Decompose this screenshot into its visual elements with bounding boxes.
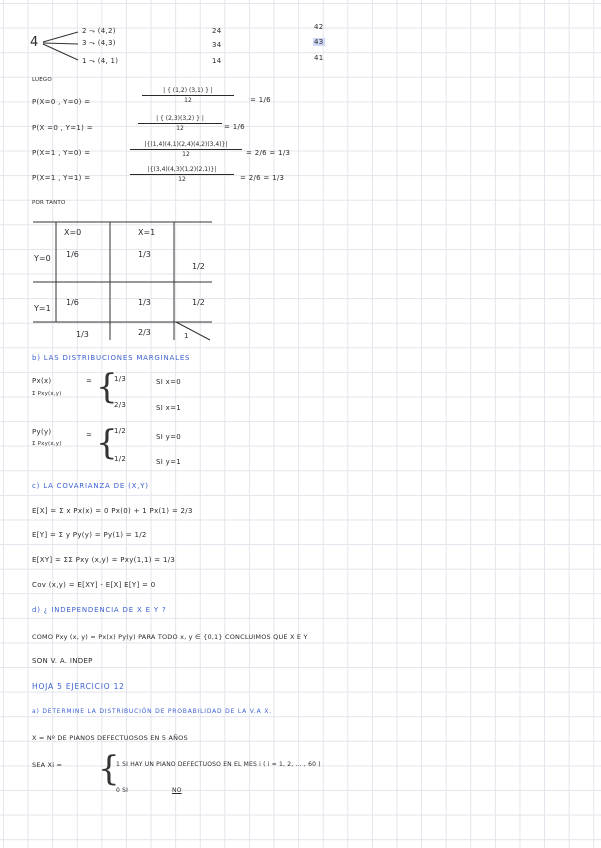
prob-3-lhs: P(X=1 , Y=0) =: [32, 149, 91, 157]
prob-1-lhs: P(X=0 , Y=0) =: [32, 98, 91, 106]
tree-root: 4: [30, 35, 39, 50]
prob-4-den: 12: [178, 176, 186, 183]
xi-brace: {: [98, 749, 120, 789]
prob-2-den: 12: [176, 125, 184, 132]
prob-2-lhs: P(X =0 , Y=1) =: [32, 124, 93, 132]
part-b-title: b) LAS DISTRIBUCIONES MARGINALES: [32, 354, 191, 362]
px-brace: {: [96, 367, 118, 407]
tree-branch-label-2: 3 ⤳ (4,3): [82, 39, 116, 47]
py-brace: {: [96, 423, 118, 463]
tree-mid-2: 34: [212, 41, 222, 49]
py-lhs-1: Py(y): [32, 428, 52, 436]
prob-1-res: = 1/6: [250, 96, 271, 104]
part-d-title: d) ¿ INDEPENDENCIA DE X E Y ?: [32, 606, 167, 614]
table-row-header-y0: Y=0: [34, 254, 51, 263]
tree-branch-label-3: 1 ⤳ (4, 1): [82, 57, 119, 65]
py-lhs-2: Σ Pxy(x,y): [32, 441, 62, 447]
py-c2: SI y=1: [156, 458, 181, 466]
tree-branch-2: [43, 43, 78, 44]
table-cell-02: 1/2: [192, 262, 205, 271]
tree-mid-1: 24: [212, 27, 222, 35]
expectation-x: E[X] = Σ x Px(x) = 0 Px(0) + 1 Px(1) = 2/3: [32, 507, 193, 515]
py-v2: 1/2: [114, 455, 127, 463]
tree-branch-3: [43, 44, 78, 60]
xi-case-2: 0 SI: [116, 787, 129, 794]
prob-1-num: | { (1,2) (3,1) } |: [142, 88, 234, 96]
prob-4-lhs: P(X=1 , Y=1) =: [32, 174, 91, 182]
table-cell-12: 1/2: [192, 298, 205, 307]
py-eq: =: [86, 431, 93, 439]
xi-case-2-no: NO: [172, 787, 182, 794]
tree-right-2-highlight: 43: [314, 38, 324, 46]
table-cell-01: 1/3: [138, 250, 151, 259]
prob-1-den: 12: [184, 97, 192, 104]
px-v2: 2/3: [114, 401, 127, 409]
table-diagonal: [176, 322, 210, 340]
prob-1-fraction: [142, 88, 234, 104]
prob-2-res: = 1/6: [224, 123, 245, 131]
table-row-header-y1: Y=1: [34, 304, 51, 313]
py-v1: 1/2: [114, 427, 127, 435]
exercise-heading: HOJA 5 EJERCICIO 12: [32, 682, 125, 691]
tree-branch-1: [43, 32, 78, 42]
prob-4-res: = 2/6 = 1/3: [240, 174, 285, 182]
conclusion-line-2: SON V. A. INDEP: [32, 657, 93, 665]
covariance: Cov (x,y) = E[XY] - E[X] E[Y] = 0: [32, 581, 156, 589]
x-definition: X = Nº DE PIANOS DEFECTUOSOS EN 5 AÑOS: [32, 734, 188, 742]
tree-right-1: 42: [314, 23, 324, 31]
table-col-header-x0: X=0: [64, 228, 82, 237]
tree-right-3: 41: [314, 54, 324, 62]
prob-2-fraction: [138, 116, 222, 132]
prob-4-fraction: [130, 167, 234, 183]
table-cell-10: 1/6: [66, 298, 79, 307]
conclusion-line-1: COMO Pxy (x, y) = Px(x) Py(y) PARA TODO x, y ∈ {0,1} CONCLUIMOS QUE X E Y: [32, 633, 308, 641]
por-tanto-label: POR TANTO: [32, 200, 66, 206]
table-bottom-1: 2/3: [138, 328, 151, 337]
px-c2: SI x=1: [156, 404, 181, 412]
px-eq: =: [86, 377, 93, 385]
tree-mid-3: 14: [212, 57, 222, 65]
expectation-xy: E[XY] = ΣΣ Pxy (x,y) = Pxy(1,1) = 1/3: [32, 556, 176, 564]
px-c1: SI x=0: [156, 378, 181, 386]
py-c1: SI y=0: [156, 433, 181, 441]
luego-label: LUEGO: [32, 77, 52, 83]
part-a-title: a) DETERMINE LA DISTRIBUCIÓN DE PROBABILIDAD DE LA V.A X.: [32, 708, 272, 715]
tree-branch-label-1: 2 ⤳ (4,2): [82, 27, 116, 35]
px-lhs-2: Σ Pxy(x,y): [32, 391, 62, 397]
px-v1: 1/3: [114, 375, 127, 383]
table-cell-11: 1/3: [138, 298, 151, 307]
xi-case-1: 1 SI HAY UN PIANO DEFECTUOSO EN EL MES i ( i = 1, 2, ... , 60 ): [116, 761, 321, 768]
part-c-title: c) LA COVARIANZA DE (X,Y): [32, 482, 149, 490]
table-cell-00: 1/6: [66, 250, 79, 259]
px-lhs-1: Px(x): [32, 377, 52, 385]
xi-lhs: SEA Xi =: [32, 761, 63, 769]
table-col-header-x1: X=1: [138, 228, 156, 237]
prob-3-den: 12: [182, 151, 190, 158]
prob-2-num: | { (2,3)(3,2) } |: [138, 116, 222, 124]
prob-4-num: |{(3,4)(4,3)(1,2)(2,1)}|: [130, 167, 234, 175]
prob-3-num: |{(1,4)(4,1)(2,4)(4,2)(3,4)}|: [130, 142, 242, 150]
expectation-y: E[Y] = Σ y Py(y) = Py(1) = 1/2: [32, 531, 147, 539]
table-bottom-2: 1: [184, 332, 189, 340]
table-bottom-0: 1/3: [76, 330, 89, 339]
prob-3-fraction: [130, 142, 242, 158]
prob-3-res: = 2/6 = 1/3: [246, 149, 291, 157]
